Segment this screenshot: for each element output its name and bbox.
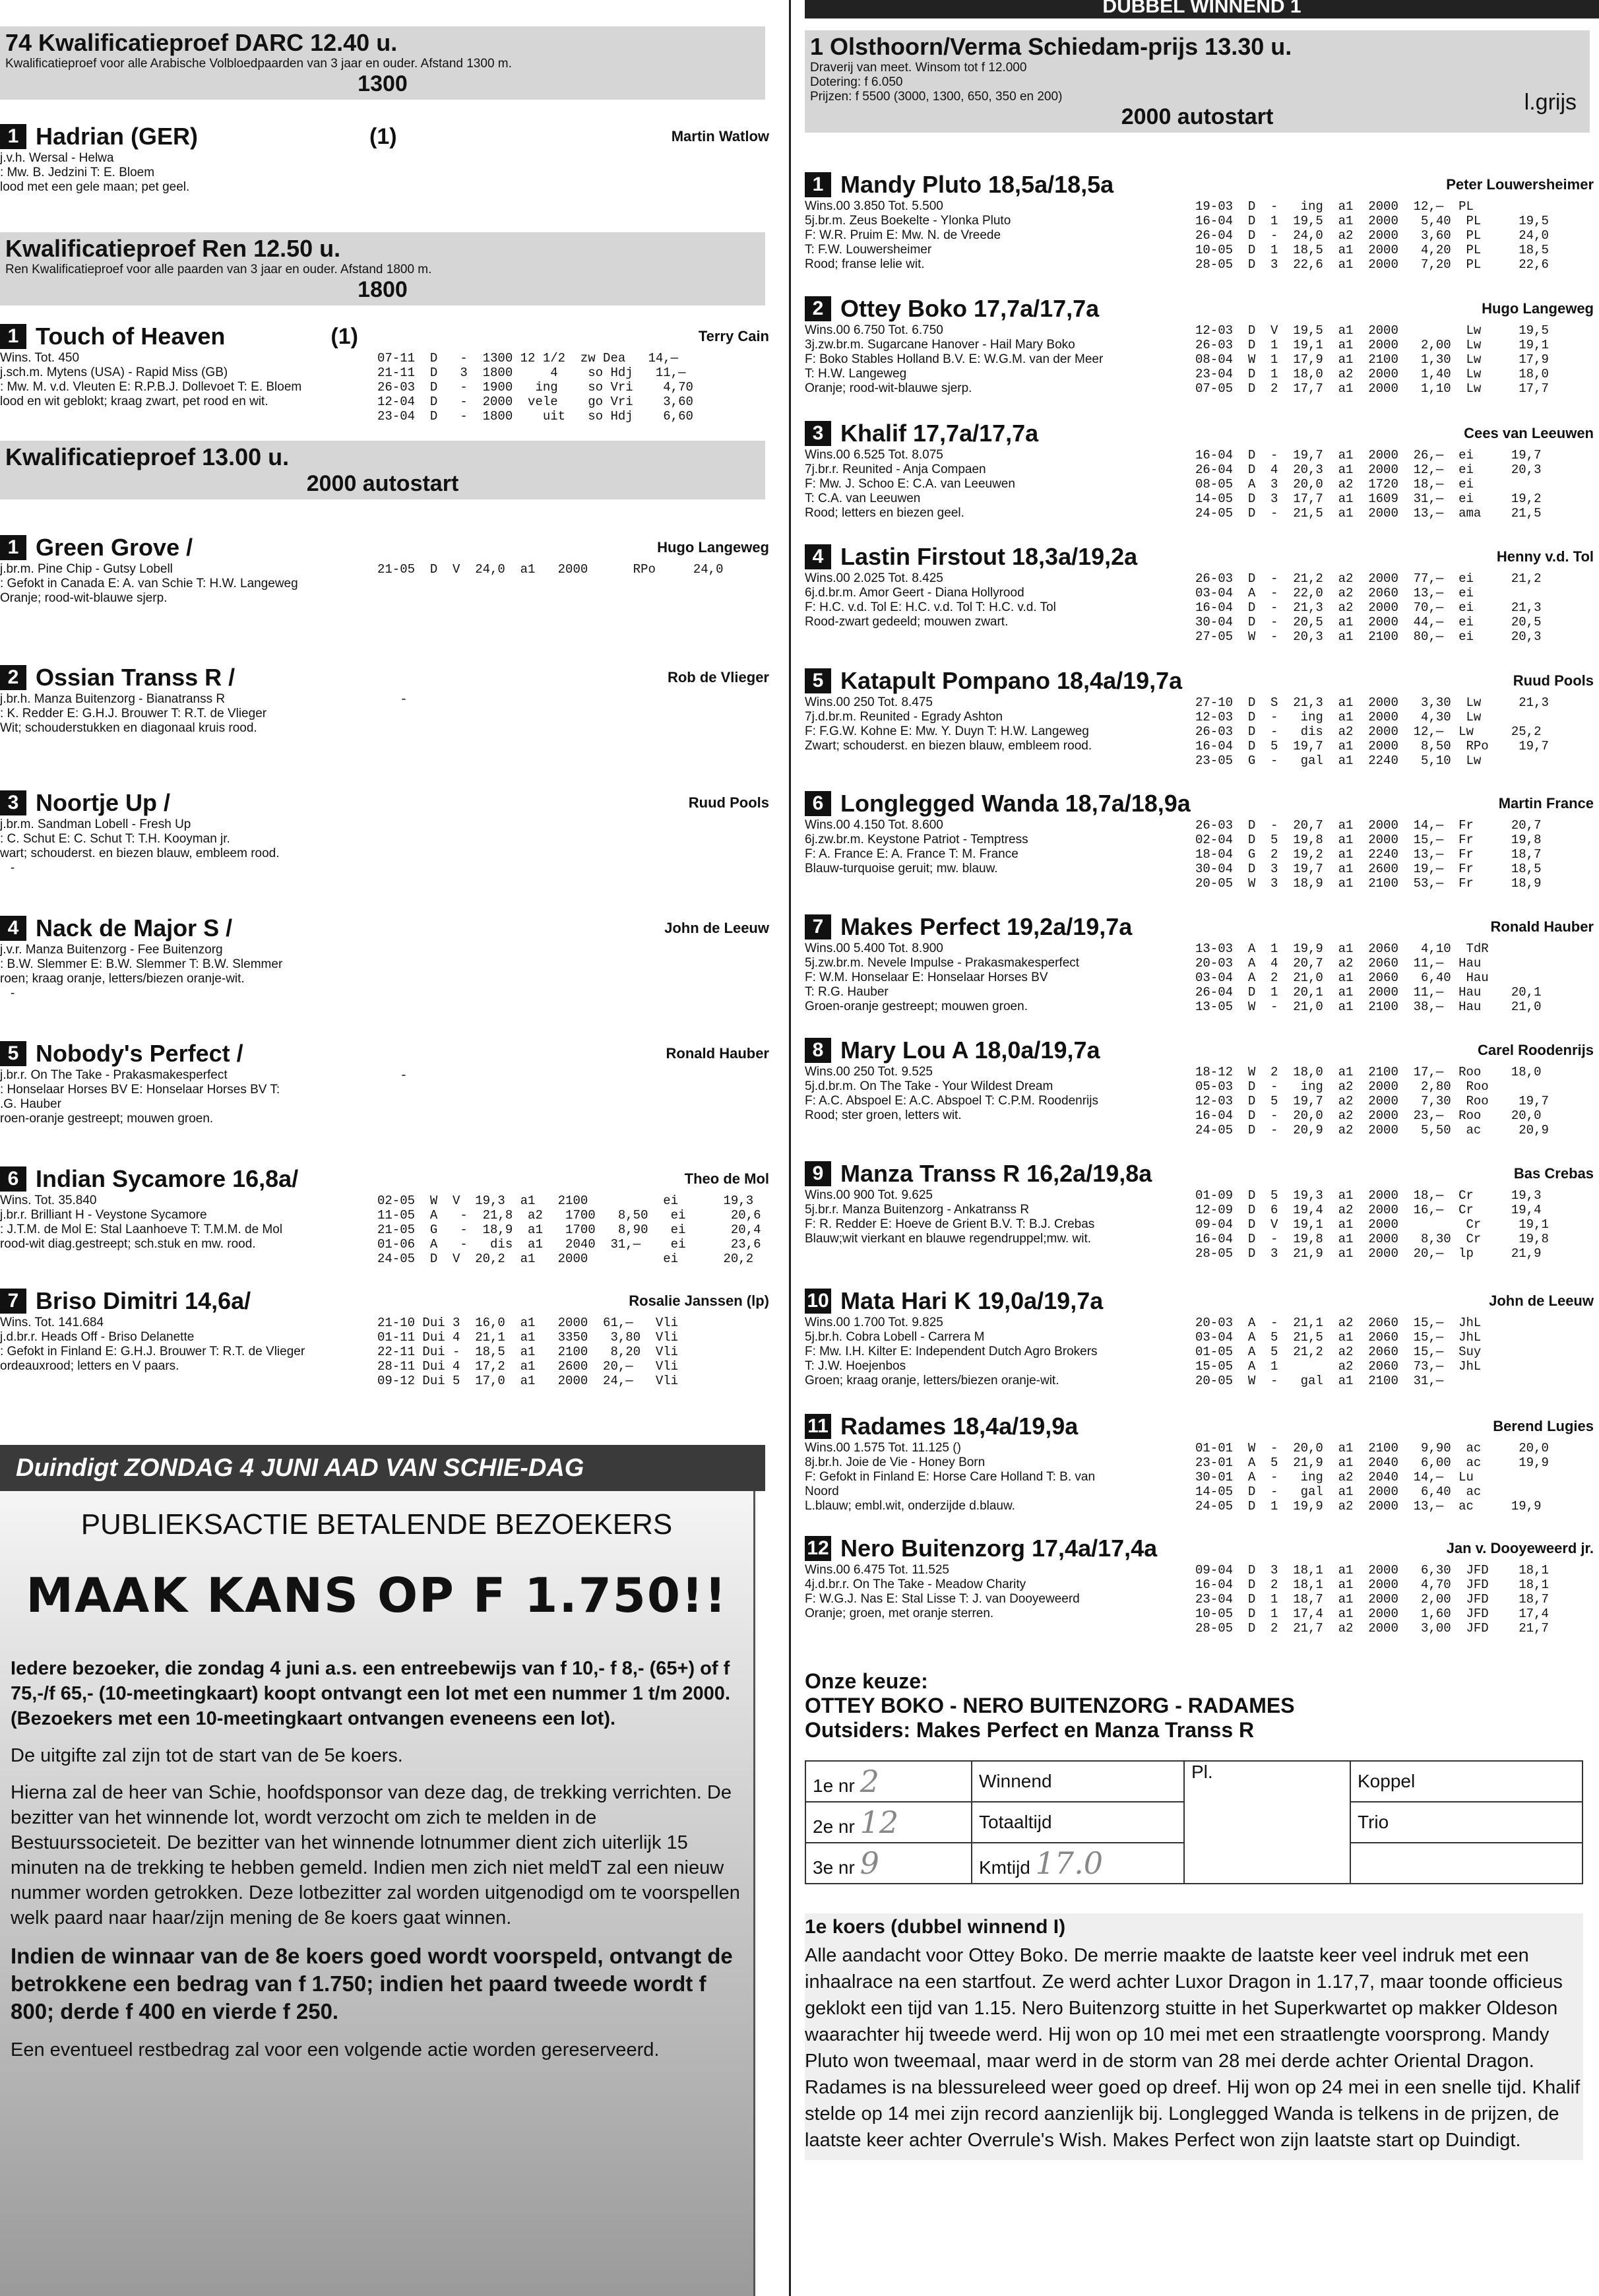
race-title: 1 Olsthoorn/Verma Schiedam-prijs 13.30 u. [810, 33, 1292, 60]
horse-info: Wins.00 5.400 Tot. 8.900 5j.zw.br.m. Nevele Impulse - Prakasmakesperfect F: W.M. Honselaar E: Honselaar Horses BV T: R.G. Hauber Groen-oranje gestreept; mouwen groen. [805, 941, 1080, 1013]
ad-banner: Duindigt ZONDAG 4 JUNI AAD VAN SCHIE-DAG [0, 1445, 765, 1491]
bet-label: Winnend [972, 1761, 1184, 1802]
horse-name: Indian Sycamore 16,8a/ [36, 1165, 299, 1192]
horse-name: Hadrian (GER) [36, 123, 199, 150]
horse-info: Wins. Tot. 141.684 j.d.br.r. Heads Off - Briso Delanette : Gefokt in Finland E: G.H.J. Brouwer T: R.T. de Vlieger ordeauxrood; letters en V paars. [0, 1316, 305, 1373]
race-subtitle: Ren Kwalificatieproef voor alle paarden van 3 jaar en ouder. Afstand 1800 m. [5, 263, 432, 276]
horse-entry [805, 542, 1599, 644]
horse-entry [0, 1039, 777, 1126]
horse-entry [805, 789, 1599, 891]
start-number: 12 [805, 1536, 831, 1561]
start-number: 6 [805, 791, 831, 816]
horse-entry [805, 1159, 1599, 1261]
trainer-name: Theo de Mol [684, 1170, 769, 1187]
race-history: - [377, 1068, 408, 1083]
bet-label: Kmtijd 17.0 [972, 1843, 1184, 1884]
race-title: Kwalificatieproef Ren 12.50 u. [5, 235, 341, 262]
trainer-name: Martin France [1498, 795, 1594, 812]
horse-info: Wins.00 2.025 Tot. 8.425 6j.d.br.m. Amor Geert - Diana Hollyrood F: H.C. v.d. Tol E: H.C. v.d. Tol T: H.C. v.d. Tol Rood-zwart gedeeld; mouwen zwart. [805, 571, 1056, 629]
horse-name: Briso Dimitri 14,6a/ [36, 1287, 251, 1314]
horse-info: Wins.00 4.150 Tot. 8.600 6j.zw.br.m. Keystone Patriot - Temptress F: A. France E: A. France T: M. France Blauw-turquoise geruit; mw. blauw. [805, 818, 1028, 876]
column-divider [789, 0, 791, 2296]
trainer-name: Ronald Hauber [666, 1045, 769, 1062]
horse-info: j.br.m. Pine Chip - Gutsy Lobell : Gefokt in Canada E: A. van Schie T: H.W. Langeweg Oranje; rood-wit-blauwe sjerp. [0, 562, 298, 605]
horse-start-pos: (1) [330, 323, 358, 349]
bet-label: Koppel [1350, 1761, 1583, 1802]
horse-info: j.v.r. Manza Buitenzorg - Fee Buitenzorg : B.W. Slemmer E: B.W. Slemmer T: B.W. Slemmer roen; kraag oranje, letters/biezen oranje-wit. - [0, 943, 283, 1000]
bet-form [805, 1760, 1583, 1884]
bet-empty [1350, 1843, 1583, 1884]
horse-name: Longlegged Wanda 18,7a/18,9a [840, 790, 1191, 817]
race-history: 26-03 D - 21,2 a2 2000 77,— ei 21,2 03-04 A - 22,0 a2 2060 13,— ei 16-04 D - 21,3 a2 2000 70,— ei 21,3 30-04 D - 20,5 a1 2000 44,— ei 20,5 27-05 W - 20,3 a1 2100 80,— ei 20,3 [1195, 571, 1542, 644]
horse-entry [0, 533, 777, 606]
start-number: 4 [805, 544, 831, 569]
horse-name: Radames 18,4a/19,9a [840, 1413, 1079, 1440]
race-history: 19-03 D - ing a1 2000 12,— PL 16-04 D 1 19,5 a1 2000 5,40 PL 19,5 26-04 D - 24,0 a2 2000 3,60 PL 24,0 10-05 D 1 18,5 a1 2000 4,20 PL 18,5 28-05 D 3 22,6 a1 2000 7,20 PL 22,6 [1195, 199, 1549, 272]
horse-name: Khalif 17,7a/17,7a [840, 420, 1039, 447]
trainer-name: Jan v. Dooyeweerd jr. [1446, 1540, 1594, 1556]
horse-info: Wins.00 900 Tot. 9.625 5j.br.r. Manza Buitenzorg - Ankatranss R F: R. Redder E: Hoeve de Grient B.V. T: B.J. Crebas Blauw;wit vierkant en blauwe regendruppel;mw. wit. [805, 1188, 1095, 1246]
trainer-name: Rob de Vlieger [667, 669, 769, 686]
start-number: 2 [0, 665, 26, 690]
trainer-name: Ruud Pools [1513, 672, 1594, 689]
horse-name: Noortje Up / [36, 789, 170, 816]
trainer-name: Ruud Pools [688, 794, 769, 811]
start-number: 2 [805, 296, 831, 321]
start-number: 9 [805, 1161, 831, 1186]
race-history: 02-05 W V 19,3 a1 2100 ei 19,3 11-05 A - 21,8 a2 1700 8,50 ei 20,6 21-05 G - 18,9 a1 1700 8,90 ei 20,4 01-06 A - dis a1 2040 31,— ei 23,6 24-05 D V 20,2 a1 2000 ei 20,2 [377, 1194, 761, 1266]
race-distance: 2000 autostart [1121, 104, 1274, 129]
pick-label: Onze keuze: [805, 1669, 928, 1693]
trainer-name: John de Leeuw [1489, 1292, 1594, 1309]
horse-name: Makes Perfect 19,2a/19,7a [840, 913, 1133, 940]
start-number: 3 [805, 421, 831, 446]
start-number: 5 [0, 1041, 26, 1066]
trainer-name: Cees van Leeuwen [1464, 425, 1594, 441]
horse-entry [805, 1534, 1599, 1636]
bet-label: Trio [1350, 1802, 1583, 1843]
pick-outsiders: Outsiders: Makes Perfect en Manza Transs R [805, 1718, 1255, 1742]
ad-paragraph: Iedere bezoeker, die zondag 4 juni a.s. een entreebewijs van f 10,- f 8,- (65+) of f 75,-/f 65,- (10-meetingkaart) koopt ontvangt een lot met een nummer 1 t/m 2000. (Bezoekers met een 10-meetingkaart ontvangen eveneens een lot). [11, 1658, 730, 1729]
start-number: 6 [0, 1166, 26, 1192]
horse-entry [0, 322, 777, 424]
race-comment [805, 1913, 1583, 2160]
race-ren-header [0, 232, 765, 305]
race-title: 74 Kwalificatieproef DARC 12.40 u. [5, 29, 398, 56]
race-distance: 1800 [358, 277, 408, 302]
ad-paragraph: Indien de winnaar van de 8e koers goed wordt voorspeld, ontvangt de betrokkene een bedrag van f 1.750; indien het paard tweede wordt f 800; derde f 400 en vierde f 250. [11, 1944, 733, 2024]
start-number: 3 [0, 790, 26, 815]
horse-entry [805, 1036, 1599, 1137]
race-history: 27-10 D S 21,3 a1 2000 3,30 Lw 21,3 12-03 D - ing a1 2000 4,30 Lw 26-03 D - dis a2 2000 12,— Lw 25,2 16-04 D 5 19,7 a1 2000 8,50 RPo 19,7 23-05 G - gal a1 2240 5,10 Lw [1195, 695, 1549, 768]
horse-name: Mata Hari K 19,0a/19,7a [840, 1287, 1104, 1314]
horse-entry [0, 914, 777, 1001]
start-number: 7 [805, 914, 831, 940]
horse-info: j.br.h. Manza Buitenzorg - Bianatranss R : K. Redder E: G.H.J. Brouwer T: R.T. de Vlieger Wit; schouderstukken en diagonaal kruis rood. [0, 692, 267, 735]
trainer-name: Terry Cain [698, 328, 769, 344]
horse-info: Wins.00 1.575 Tot. 11.125 () 8j.br.h. Joie de Vie - Honey Born F: Gefokt in Finland E: Horse Care Holland T: B. van Noord L.blauw; embl.wit, onderzijde d.blauw. [805, 1441, 1096, 1513]
horse-info: Wins.00 250 Tot. 9.525 5j.d.br.m. On The Take - Your Wildest Dream F: A.C. Abspoel E: A.C. Abspoel T: C.P.M. Roodenrijs Rood; ster groen, letters wit. [805, 1065, 1098, 1122]
race-history: 13-03 A 1 19,9 a1 2060 4,10 TdR 20-03 A 4 20,7 a2 2060 11,— Hau 03-04 A 2 21,0 a1 2060 6,40 Hau 26-04 D 1 20,1 a1 2000 11,— Hau 20,1 13-05 W - 21,0 a1 2100 38,— Hau 21,0 [1195, 941, 1542, 1014]
horse-name: Katapult Pompano 18,4a/19,7a [840, 667, 1183, 694]
horse-name: Mandy Pluto 18,5a/18,5a [840, 171, 1114, 198]
race-history: 16-04 D - 19,7 a1 2000 26,— ei 19,7 26-04 D 4 20,3 a1 2000 12,— ei 20,3 08-05 A 3 20,0 a2 1720 18,— ei 14-05 D 3 17,7 a1 1609 31,— ei 19,2 24-05 D - 21,5 a1 2000 13,— ama 21,5 [1195, 448, 1542, 521]
race-history: 09-04 D 3 18,1 a1 2000 6,30 JFD 18,1 16-04 D 2 18,1 a1 2000 4,70 JFD 18,1 23-04 D 1 18,7 a1 2000 2,00 JFD 18,7 10-05 D 1 17,4 a1 2000 1,60 JFD 17,4 28-05 D 2 21,7 a2 2000 3,00 JFD 21,7 [1195, 1563, 1549, 1636]
start-number: 11 [805, 1414, 831, 1439]
ad-box [0, 1491, 755, 2296]
trainer-name: Hugo Langeweg [657, 539, 769, 556]
race-note: l.grijs [1524, 90, 1577, 115]
trainer-name: Henny v.d. Tol [1496, 548, 1594, 565]
horse-entry [0, 663, 777, 736]
right-column [805, 0, 1599, 2296]
horse-info: Wins.00 250 Tot. 8.475 7j.d.br.m. Reunited - Egrady Ashton F: F.G.W. Kohne E: Mw. Y. Duyn T: H.W. Langeweg Zwart; schouderst. en biezen blauw, embleem rood. [805, 695, 1092, 753]
race-74-header [0, 26, 765, 100]
horse-name: Lastin Firstout 18,3a/19,2a [840, 543, 1138, 570]
start-number: 1 [805, 172, 831, 197]
horse-name: Ossian Transs R / [36, 664, 235, 691]
horse-name: Nero Buitenzorg 17,4a/17,4a [840, 1535, 1158, 1562]
ad-headline: MAAK KANS OP F 1.750!! [26, 1568, 728, 1623]
bet-label: Pl. [1184, 1761, 1350, 1884]
horse-entry [805, 1287, 1599, 1388]
horse-entry [805, 1412, 1599, 1514]
horse-entry [0, 122, 777, 195]
handwritten-value: 9 [860, 1845, 879, 1881]
comment-title: 1e koers (dubbel winnend I) [805, 1916, 1066, 1938]
race-header [805, 30, 1590, 133]
start-number: 7 [0, 1289, 26, 1314]
horse-info: j.br.r. On The Take - Prakasmakesperfect : Honselaar Horses BV E: Honselaar Horses BV T: .G. Hauber roen-oranje gestreept; mouwen groen. [0, 1068, 280, 1126]
ad-heading: PUBLIEKSACTIE BETALENDE BEZOEKERS [80, 1508, 673, 1541]
horse-name: Nobody's Perfect / [36, 1040, 243, 1067]
horse-info: Wins.00 6.525 Tot. 8.075 7j.br.r. Reunited - Anja Compaen F: Mw. J. Schoo E: C.A. van Leeuwen T: C.A. van Leeuwen Rood; letters en biezen geel. [805, 448, 1015, 520]
race-distance: 2000 autostart [306, 471, 459, 496]
horse-entry [805, 419, 1599, 521]
horse-entry [0, 788, 777, 876]
race-history: 01-09 D 5 19,3 a1 2000 18,— Cr 19,3 12-09 D 6 19,4 a2 2000 16,— Cr 19,4 09-04 D V 19,1 a1 2000 Cr 19,1 16-04 D - 19,8 a1 2000 8,30 Cr 19,8 28-05 D 3 21,9 a1 2000 20,— lp 21,9 [1195, 1188, 1549, 1261]
horse-info: Wins. Tot. 35.840 j.br.r. Brilliant H - Veystone Sycamore : J.T.M. de Mol E: Stal Laanhoeve T: T.M.M. de Mol rood-wit diag.gestreept; sch.stuk en mw. rood. [0, 1194, 283, 1251]
race-history: 07-11 D - 1300 12 1/2 zw Dea 14,— 21-11 D 3 1800 4 so Hdj 11,— 26-03 D - 1900 ing so Vri 4,70 12-04 D - 2000 vele go Vri 3,60 23-04 D - 1800 uit so Hdj 6,60 [377, 351, 693, 424]
start-number: 10 [805, 1289, 831, 1314]
horse-name: Manza Transs R 16,2a/19,8a [840, 1160, 1152, 1187]
race-subtitle: Kwalificatieproef voor alle Arabische Volbloedpaarden van 3 jaar en ouder. Afstand 1300 m. [5, 57, 512, 71]
horse-name: Nack de Major S / [36, 914, 233, 941]
start-number: 5 [805, 668, 831, 693]
horse-entry [805, 294, 1599, 396]
race-distance: 1300 [358, 71, 408, 96]
horse-info: Wins.00 1.700 Tot. 9.825 5j.br.h. Cobra Lobell - Carrera M F: Mw. I.H. Kilter E: Independent Dutch Agro Brokers T: J.W. Hoejenbos Groen; kraag oranje, letters/biezen oranje-wit. [805, 1316, 1098, 1387]
start-number: 4 [0, 916, 26, 941]
start-number: 1 [0, 535, 26, 560]
race-13-header [0, 441, 765, 499]
race-history: 26-03 D - 20,7 a1 2000 14,— Fr 20,7 02-04 D 5 19,8 a1 2000 15,— Fr 19,8 18-04 G 2 19,2 a1 2240 13,— Fr 18,7 30-04 D 3 19,7 a1 2600 19,— Fr 18,5 20-05 W 3 18,9 a1 2100 53,— Fr 18,9 [1195, 818, 1542, 891]
horse-info: j.br.m. Sandman Lobell - Fresh Up : C. Schut E: C. Schut T: T.H. Kooyman jr. wart; schouderst. en biezen blauw, embleem rood. - [0, 817, 280, 875]
horse-info: Wins.00 6.475 Tot. 11.525 4j.d.br.r. On The Take - Meadow Charity F: W.G.J. Nas E: Stal Lisse T: J. van Dooyeweerd Oranje; groen, met oranje sterren. [805, 1563, 1080, 1620]
horse-entry [0, 1164, 777, 1266]
horse-info: j.v.h. Wersal - Helwa : Mw. B. Jedzini T: E. Bloem lood met een gele maan; pet geel. [0, 151, 190, 194]
horse-entry [805, 666, 1599, 768]
handwritten-value: 17.0 [1035, 1845, 1103, 1881]
horse-name: Mary Lou A 18,0a/19,7a [840, 1036, 1100, 1064]
race-subtitle: Draverij van meet. Winsom tot f 12.000 Dotering: f 6.050 Prijzen: f 5500 (3000, 1300, 650, 350 en 200) [810, 61, 1063, 104]
horse-start-pos: (1) [369, 123, 397, 149]
race-history: - [377, 692, 408, 707]
horse-info: Wins.00 6.750 Tot. 6.750 3j.zw.br.m. Sugarcane Hanover - Hail Mary Boko F: Boko Stables Holland B.V. E: W.G.M. van der Meer T: H.W. Langeweg Oranje; rood-wit-blauwe sjerp. [805, 323, 1104, 395]
horse-name: Ottey Boko 17,7a/17,7a [840, 295, 1100, 322]
race-history: 01-01 W - 20,0 a1 2100 9,90 ac 20,0 23-01 A 5 21,9 a1 2040 6,00 ac 19,9 30-01 A - ing a2 2040 14,— Lu 14-05 D - gal a1 2000 6,40 ac 24-05 D 1 19,9 a2 2000 13,— ac 19,9 [1195, 1441, 1549, 1514]
handwritten-value: 2 [860, 1764, 879, 1799]
horse-entry [0, 1287, 777, 1388]
start-number: 1 [0, 324, 26, 349]
our-pick [805, 1669, 1590, 1742]
trainer-name: Peter Louwersheimer [1446, 176, 1594, 193]
horse-entry [805, 170, 1599, 272]
left-column [0, 0, 777, 2296]
horse-name: Touch of Heaven [36, 323, 226, 350]
trainer-name: Berend Lugies [1493, 1418, 1594, 1434]
bet-label: 2e nr 12 [805, 1802, 972, 1843]
start-number: 1 [0, 124, 26, 149]
pick-horses: OTTEY BOKO - NERO BUITENZORG - RADAMES [805, 1694, 1295, 1717]
race-title: Kwalificatieproef 13.00 u. [5, 443, 290, 470]
trainer-name: Bas Crebas [1513, 1165, 1594, 1182]
horse-info: Wins.00 3.850 Tot. 5.500 5j.br.m. Zeus Boekelte - Ylonka Pluto F: W.R. Pruim E: Mw. N. de Vreede T: F.W. Louwersheimer Rood; franse lelie wit. [805, 199, 1011, 271]
horse-name: Green Grove / [36, 534, 193, 561]
ad-paragraph: Een eventueel restbedrag zal voor een volgende actie worden gereserveerd. [11, 2039, 660, 2060]
section-bar: DUBBEL WINNEND 1 [805, 0, 1599, 18]
comment-text: Alle aandacht voor Ottey Boko. De merrie maakte de laatste keer veel indruk met een inhaalrace na een startfout. Ze werd achter Luxor Dragon in 1.17,7, maar toonde officieus geklokt een tijd van 1.15. Nero Buitenzorg stuitte in het Superkwartet op makker Oldeson waarachter hij tweede werd. Hij won op 10 mei met een straatlengte voorsprong. Mandy Pluto won tweemaal, maar werd in de storm van 28 mei derde achter Oriental Dragon. Radames is na blessureleed weer goed op dreef. Hij won op 24 mei in een snelle tijd. Khalif stelde op 14 mei zijn record aanzienlijk bij. Longlegged Wanda is telkens in de prijzen, de laatste keer achter Overrule's Wish. Makes Perfect won zijn laatste start op Duindigt. [805, 1945, 1581, 2151]
race-history: 21-05 D V 24,0 a1 2000 RPo 24,0 [377, 562, 724, 577]
race-history: 12-03 D V 19,5 a1 2000 Lw 19,5 26-03 D 1 19,1 a1 2000 2,00 Lw 19,1 08-04 W 1 17,9 a1 2100 1,30 Lw 17,9 23-04 D 1 18,0 a2 2000 1,40 Lw 18,0 07-05 D 2 17,7 a1 2000 1,10 Lw 17,7 [1195, 323, 1549, 396]
race-history: 20-03 A - 21,1 a2 2060 15,— JhL 03-04 A 5 21,5 a1 2060 15,— JhL 01-05 A 5 21,2 a2 2060 15,— Suy 15-05 A 1 a2 2060 73,— JhL 20-05 W - gal a1 2100 31,— [1195, 1316, 1482, 1388]
ad-paragraph: Hierna zal de heer van Schie, hoofdsponsor van deze dag, de trekking verrichten. De bezitter van het winnende lot, wordt verzocht om zich te melden in de Bestuurssocieteit. De bezitter van het winnende lotnummer dient zich uiterlijk 15 minuten na de trekking te hebben gemeld. Indien men zich niet meldT zal een nieuw nummer worden getrokken. Deze lotbezitter zal worden uitgenodigd om te voorspellen welk paard naar haar/zijn mening de 8e koers gaat winnen. [11, 1782, 740, 1929]
trainer-name: John de Leeuw [664, 920, 769, 936]
trainer-name: Ronald Hauber [1490, 918, 1594, 935]
bet-label: 1e nr 2 [805, 1761, 972, 1802]
horse-info: Wins. Tot. 450 j.sch.m. Mytens (USA) - Rapid Miss (GB) : Mw. M. v.d. Vleuten E: R.P.B.J. Dollevoet T: E. Bloem lood en wit geblokt; kraag zwart, pet rood en wit. [0, 351, 302, 408]
horse-entry [805, 912, 1599, 1014]
start-number: 8 [805, 1038, 831, 1063]
ad-paragraph: De uitgifte zal zijn tot de start van de 5e koers. [11, 1745, 403, 1766]
trainer-name: Martin Watlow [671, 128, 769, 144]
trainer-name: Carel Roodenrijs [1477, 1042, 1594, 1058]
trainer-name: Rosalie Janssen (lp) [629, 1292, 769, 1309]
handwritten-value: 12 [860, 1804, 899, 1840]
bet-label: Totaaltijd [972, 1802, 1184, 1843]
race-history: 18-12 W 2 18,0 a1 2100 17,— Roo 18,0 05-03 D - ing a2 2000 2,80 Roo 12-03 D 5 19,7 a2 2000 7,30 Roo 19,7 16-04 D - 20,0 a2 2000 23,— Roo 20,0 24-05 D - 20,9 a2 2000 5,50 ac 20,9 [1195, 1065, 1549, 1137]
trainer-name: Hugo Langeweg [1482, 300, 1594, 317]
bet-label: 3e nr 9 [805, 1843, 972, 1884]
race-history: 21-10 Dui 3 16,0 a1 2000 61,— Vli 01-11 Dui 4 21,1 a1 3350 3,80 Vli 22-11 Dui - 18,5 a1 2100 8,20 Vli 28-11 Dui 4 17,2 a1 2600 20,— Vli 09-12 Dui 5 17,0 a1 2000 24,— Vli [377, 1316, 679, 1388]
